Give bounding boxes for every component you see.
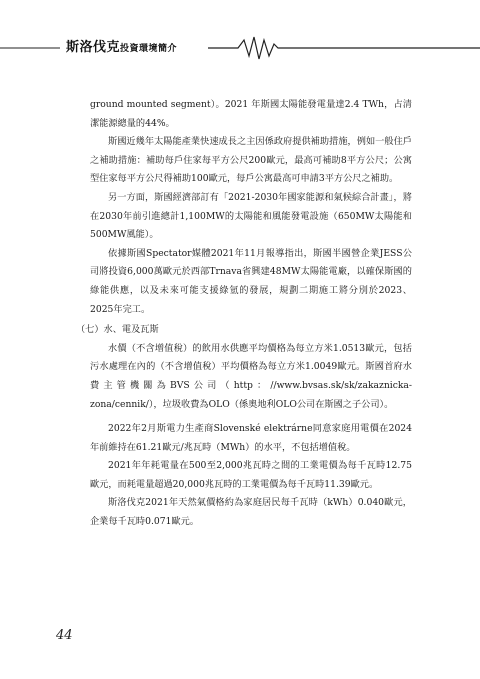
section-paragraph-4: 斯洛伐克2021年天然氣價格約為家庭居民每千瓦時（kWh）0.040歐元，企業每千瓦時0.071歐元。 xyxy=(90,497,412,528)
section-heading: （七）水、電及瓦斯 xyxy=(76,324,159,336)
section-paragraph-3: 2021年年耗電量在500至2,000兆瓦時之間的工業電價為每千瓦時12.75歐元，而耗電量超過20,000兆瓦時的工業電價為每千瓦時11.39歐元。 xyxy=(90,460,412,490)
section-paragraph-2: 2022年2月斯電力生產商Slovenské elektrárne同意家庭用電價在2024年前維持在61.21歐元/兆瓦時（MWh）的水平，不包括增值稅。 xyxy=(90,423,412,453)
paragraph-1: ground mounted segment）。2021 年斯國太陽能發電量達2.4 TWh，占清潔能源總量的44%。 xyxy=(90,99,412,129)
page-number: 44 xyxy=(56,628,73,643)
section-paragraph-1: 水價（不含增值稅）的飲用水供應平均價格為每立方米1.0513歐元，包括污水處理在內的（不含增值稅）平均價格為每立方米1.0049歐元。斯國首府水費主管機關為BVS公司（http：//www.bvsas.sk/sk/zakaznicka-zona/cennik/），垃圾收費為OLO（係奧地利OLO公司在斯國之子公司）。 xyxy=(90,342,412,410)
page-header xyxy=(0,34,480,64)
header-title-sub: 投資環境簡介 xyxy=(120,44,178,54)
paragraph-3: 另一方面，斯國經濟部訂有「2021-2030年國家能源和氣候綜合計畫」，將在2030年前引進總計1,100MW的太陽能和風能發電設施（650MW太陽能和500MW風能）。 xyxy=(90,191,412,241)
header-title xyxy=(66,36,177,55)
header-title-main: 斯洛伐克 xyxy=(66,40,121,55)
paragraph-2: 斯國近幾年太陽能產業快速成長之主因係政府提供補助措施，例如一般住戶之補助措施：補助每戶住家每平方公尺200歐元，最高可補助8平方公尺；公寓型住家每平方公尺得補助100歐元，每戶公寓最高可申請3平方公尺之補助。 xyxy=(90,136,412,185)
paragraph-4: 依據斯國Spectator媒體2021年11月報導指出，斯國半國營企業JESS公司將投資6,000萬歐元於西部Trnava省興建48MW太陽能電廠，以確保斯國的綠能供應，以及未來可能支援綠氫的發展，規劃二期施工將分別於2023、2025年完工。 xyxy=(90,247,412,315)
body-text xyxy=(76,96,412,532)
